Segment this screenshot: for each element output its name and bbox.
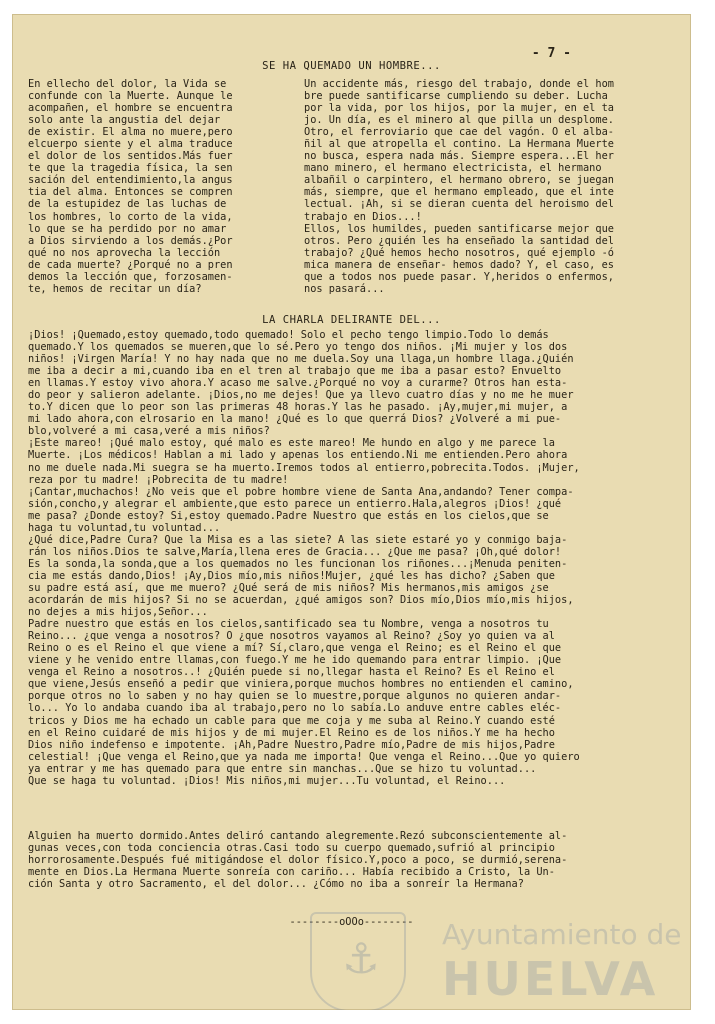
section-title-quemado: SE HA QUEMADO UN HOMBRE... <box>262 60 441 72</box>
watermark-line2: HUELVA <box>442 952 659 1006</box>
section-title-charla: LA CHARLA DELIRANTE DEL... <box>262 314 441 326</box>
left-column-text: En ellecho del dolor, la Vida se confunde con la Muerte. Aunque le acompañen, el hombre se encuentra solo ante la angustia del dejar de existir. El alma no muere,pero elcuerpo siente y el alma traduce el dolor de los sentidos.Más fuer te que la tragedia física, la sen sación del entendimiento,la angus tia del alma. Entonces se compren de la estupidez de las luchas de los hombres, lo corto de la vida, lo que se ha perdido por no amar a Dios sirviendo a los demás.¿Por qué no nos aprovecha la lección de cada muerte? ¿Porqué no a pren demos la lección que, forzosamen- te, hemos de recitar un día? <box>28 78 233 295</box>
coat-of-arms-shield-icon <box>310 912 406 1010</box>
anchor-icon: ⚓ <box>342 934 380 983</box>
watermark-line1: Ayuntamiento de <box>442 918 682 951</box>
watermark <box>310 912 690 1010</box>
end-ornament: --------oOOo-------- <box>289 916 414 928</box>
page-number: - 7 - <box>531 46 571 61</box>
document-page <box>12 14 691 1010</box>
delirium-monologue-text: ¡Dios! ¡Quemado,estoy quemado,todo quemado! Solo el pecho tengo limpio.Todo lo demás quemado.Y los quemados se mueren,que lo sé.Pero yo tengo dos niños. ¡Mi mujer y los dos niños! ¡Virgen María! Y no hay nada que no me duela.Soy una llaga,un hombre llaga.¿Quién me iba a decir a mi,cuando iba en el tren al trabajo que me iba a pasar esto? Envuelto en llamas.Y estoy vivo ahora.Y acaso me salve.¿Porqué no voy a curarme? Otros han esta- do peor y salieron adelante. ¡Dios,no me dejes! Que ya llevo cuatro días y no me he muer to.Y dicen que lo peor son las primeras 48 horas.Y las he pasado. ¡Ay,mujer,mi mujer, a mi lado ahora,con elrosario en la mano! ¿Qué es lo que querrá Dios? ¿Volveré a mi pue- blo,volveré a mi casa,veré a mis niños? ¡Este mareo! ¡Qué malo estoy, qué malo es este mareo! Me hundo en algo y me parece la Muerte. ¡Los médicos! Hablan a mi lado y apenas los entiendo.Ni me entienden.Pero ahora no me duele nada.Mi suegra se ha muerto.Iremos todos al entierro,pobrecita.Todos. ¡Mujer, reza por tu madre! ¡Pobrecita de tu madre! ¡Cantar,muchachos! ¿No veis que el pobre hombre viene de Santa Ana,andando? Tener compa- sión,concho,y alegrar el ambiente,que esto parece un entierro.Hala,alegros ¡Dios! ¿qué me pasa? ¿Donde estoy? Si,estoy quemado.Padre Nuestro que estás en los cielos,que se haga tu voluntad,tu voluntad... ¿Qué dice,Padre Cura? Que la Misa es a las siete? A las siete estaré yo y conmigo baja- rán los niños.Dios te salve,María,llena eres de Gracia... ¿Que me pasa? ¡Oh,qué dolor! Es la sonda,la sonda,que a los quemados no les funcionan los riñones...¡Menuda peniten- cia me estás dando,Dios! ¡Ay,Dios mío,mis niños!Mujer, ¿qué les has dicho? ¿Saben que su padre está así, que me muero? ¿Qué será de mis niños? Mis hermanos,mis amigos ¿se acordarán de mis hijos? Si no se acuerdan, ¿qué amigos son? Dios mío,Dios mío,mis hijos, no dejes a mis hijos,Señor... Padre nuestro que estás en los cielos,santificado sea tu Nombre, venga a nosotros tu Reino... ¿que venga a nosotros? O ¿que nosotros vayamos al Reino? ¿Soy yo quien va al Reino o es el Reino el que viene a mí? Sí,claro,que venga el Reino; es el Reino el que viene y he venido entre llamas,con fuego.Y me he ido quemando para entrar limpio. ¡Que venga el Reino a nosotros..! ¿Quién puede si no,llegar hasta el Reino? Es el Reino el que viene,Jesús enseñó a pedir que viniera,porque muchos hombres no entienden el camino, porque otros no lo saben y no hay quien se lo muestre,porque algunos no quieren andar- lo... Yo lo andaba cuando iba al trabajo,pero no lo sabía.Lo anduve entre cables eléc- tricos y Dios me ha echado un cable para que me coja y me suba al Reino.Y cuando esté en el Reino cuidaré de mis hijos y de mi mujer.El Reino es de los niños.Y me ha hecho Dios niño indefenso e impotente. ¡Ah,Padre Nuestro,Padre mío,Padre de mis hijos,Padre celestial! ¡Que venga el Reino,que ya nada me importa! Que venga el Reino...Que yo quiero ya entrar y me has quemado para que entre sin manchas...Que se hizo tu voluntad... Que se haga tu voluntad. ¡Dios! Mis niños,mi mujer...Tu voluntad, el Reino... <box>28 329 580 787</box>
closing-paragraph: Alguien ha muerto dormido.Antes deliró cantando alegremente.Rezó subconscientemente al- gunas veces,con toda conciencia otras.Casi todo su cuerpo quemado,sufrió al principio horrorosamente.Después fué mitigándose el dolor físico.Y,poco a poco, se durmió,serena- mente en Dios.La Hermana Muerte sonreía con cariño... Había recibido a Cristo, la Un- ción Santa y otro Sacramento, el del dolor... ¿Cómo no iba a sonreír la Hermana? <box>28 830 568 891</box>
right-column-text: Un accidente más, riesgo del trabajo, donde el hom bre puede santificarse cumpliendo su deber. Lucha por la vida, por los hijos, por la mujer, en el ta jo. Un día, es el minero al que pilla un desplome. Otro, el ferroviario que cae del vagón. O el alba- ñil al que atropella el contino. La Hermana Muerte no busca, espera nada más. Siempre espera...El her mano minero, el hermano electricista, el hermano albañil o carpintero, el hermano obrero, se juegan más, siempre, que el hermano empleado, que el inte lectual. ¡Ah, si se dieran cuenta del heroismo del trabajo en Dios...! Ellos, los humildes, pueden santificarse mejor que otros. Pero ¿quién les ha enseñado la santidad del trabajo? ¿Qué hemos hecho nosotros, qué ejemplo -ó mica manera de enseñar- hemos dado? Y, el caso, es que a todos nos puede pasar. Y,heridos o enfermos, nos pasará... <box>304 78 614 295</box>
